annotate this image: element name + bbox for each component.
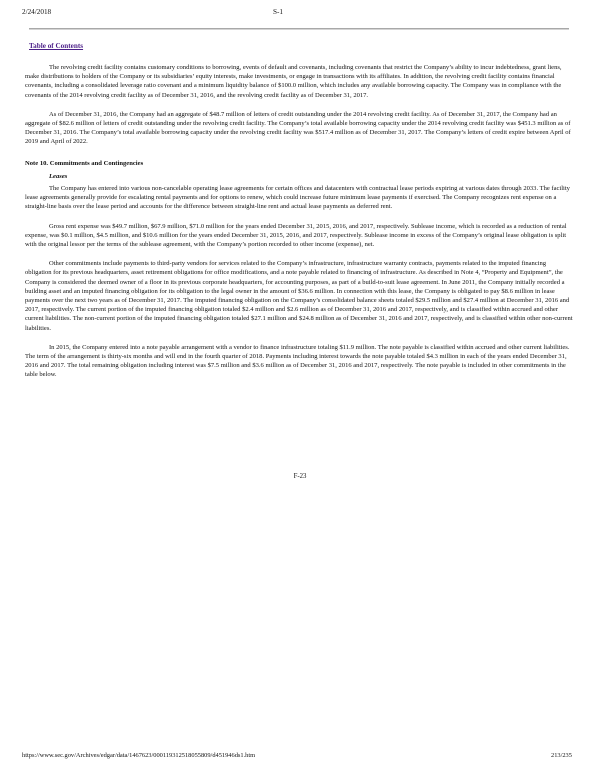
- paragraph-other-commitments: Other commitments include payments to third-party vendors for services related to the Company’s infrastructure, infrastructure warranty contracts, payments related to the imputed financing obligation for its previous headquarters, asset retirement obligations for office modifications, and a note payable related to financing of infrastructure. As described in Note 4, “Property and Equipment”, the Company is considered the deemed owner of a floor in its previous corporate headquarters, for accounting purposes, as part of a build-to-suit lease agreement. In June 2011, the Company initially recorded a building asset and an imputed financing obligation for its obligation to the legal owner in the amount of $36.6 million. In connection with this lease, the Company is obligated to pay $8.6 million in lease payments over the next two years as of December 31, 2017. The imputed financing obligation on the Company’s consolidated balance sheets totaled $29.5 million and $27.4 million at December 31, 2016 and 2017, respectively. The current portion of the imputed financing obligation totaled $2.4 million and $2.6 million as of December 31, 2016 and 2017, respectively, and is classified within accrued and other current liabilities. The non-current portion of the imputed financing obligation totaled $27.1 million and $24.8 million as of December 31, 2016 and 2017, respectively, and is classified within other non-current liabilities.: [25, 260, 573, 332]
- note-heading: Note 10. Commitments and Contingencies: [25, 159, 144, 167]
- footer-url: https://www.sec.gov/Archives/edgar/data/1467623/000119312518055809/d451946ds1.htm: [22, 752, 256, 759]
- header-divider: [29, 28, 569, 30]
- paragraph-letters-of-credit: As of December 31, 2016, the Company had an aggregate of $48.7 million of letters of credit outstanding under the 2014 revolving credit facility. As of December 31, 2017, the Company had an aggregate of $82.6 million of letters of credit outstanding under the revolving credit facility. The Company’s total available borrowing capacity under the 2014 revolving credit facility was $451.3 million as of December 31, 2016. The Company’s total available borrowing capacity under the revolving credit facility was $517.4 million as of December 31, 2017. The Company’s letters of credit expire between April of 2019 and April of 2022.: [25, 110, 571, 146]
- leases-subheading: Leases: [49, 172, 68, 180]
- footer-page-count: 213/235: [551, 752, 572, 759]
- header-title: S-1: [273, 8, 283, 16]
- table-of-contents-link[interactable]: Table of Contents: [29, 42, 84, 50]
- page-number: F-23: [293, 473, 307, 480]
- paragraph-rent-expense: Gross rent expense was $49.7 million, $67.9 million, $71.0 million for the years ended December 31, 2015, 2016, and 2017, respectively. Sublease income, which is recorded as a reduction of rental expense, was $0.1 million, $4.5 million, and $10.6 million for the years ended December 31, 2015, 2016, and 2017, respectively. Sublease income in excess of the Company’s original lease obligation is split with the original lessor per the terms of the sublease agreement, with the Company’s portion recorded to other income (expense), net.: [25, 222, 567, 249]
- header-date: 2/24/2018: [22, 8, 52, 16]
- paragraph-revolving-credit-covenants: The revolving credit facility contains customary conditions to borrowing, events of default and covenants, including covenants that restrict the Company’s ability to incur indebtedness, grant liens, make distributions to holders of the Company or its subsidiaries’ equity interests, make investments, or engage in transactions with its affiliates. In addition, the revolving credit facility contains financial covenants, including a consolidated leverage ratio covenant and a minimum liquidity balance of $100.0 million, which includes any available borrowing capacity. The Company was in compliance with the covenants of the 2014 revolving credit facility as of December 31, 2016, and the revolving credit facility as of December 31, 2017.: [25, 64, 562, 99]
- document-body: [25, 63, 573, 390]
- paragraph-lease-agreements: The Company has entered into various non-cancelable operating lease agreements for certain offices and datacenters with contractual lease periods expiring at various dates through 2033. The facility lease agreements generally provide for escalating rental payments and for options to renew, which could increase future minimum lease payments if exercised. The Company recognizes rent expense on a straight-line basis over the lease period and accounts for the difference between straight-line rent and actual lease payments as deferred rent.: [25, 185, 570, 211]
- paragraph-note-payable: In 2015, the Company entered into a note payable arrangement with a vendor to finance infrastructure totaling $11.9 million. The note payable is classified within accrued and other current liabilities. The term of the arrangement is thirty-six months and will end in the fourth quarter of 2018. Payments including interest towards the note payable totaled $4.3 million in each of the years ended December 31, 2016 and 2017. The total remaining obligation including interest was $7.5 million and $3.6 million as of December 31, 2016 and 2017, respectively. The note payable is included in other commitments in the table below.: [25, 343, 570, 379]
